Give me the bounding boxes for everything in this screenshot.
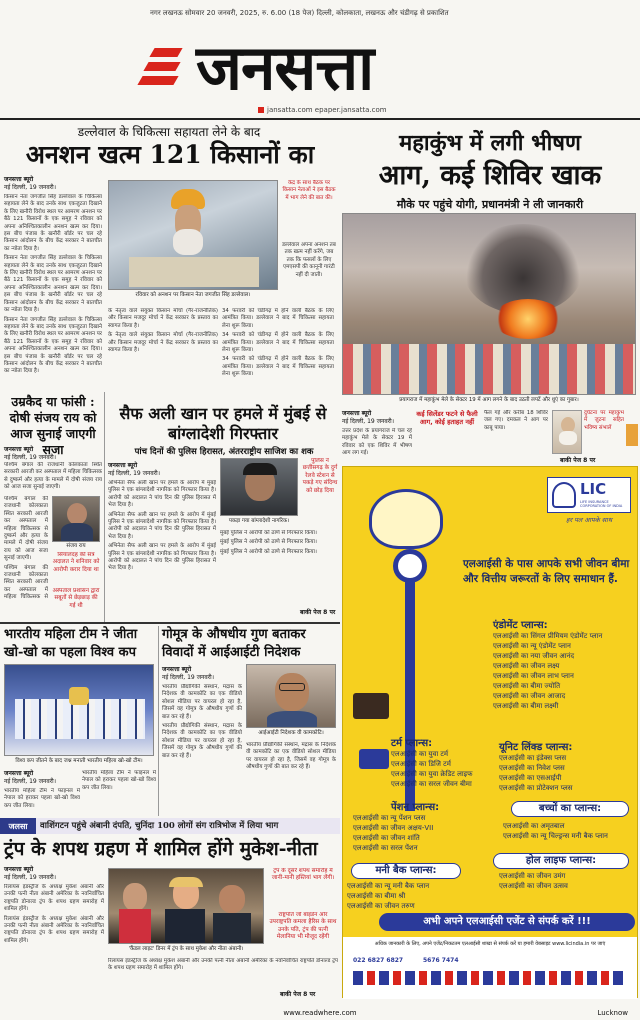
plan-wholelife: एलआईसी का जीवन उमंग एलआईसी का जीवन उत्सव [499,872,568,890]
saif-body: अभिनेता सैफ अली खान पर हमले के आरोप में मुंबई पुलिस ने एक बांग्लादेशी नागरिक को गिरफ्तार किया है। आरोपी को अदालत ने पांच दिन की पुलिस हिरासत में भेज दिया है। अभिनेता सैफ अली खान पर हमले के आरोप में मुंबई पुलिस ने एक बांग्लादेशी नागरिक को गिरफ्तार किया है। आरोपी को अदालत ने पांच दिन की पुलिस हिरासत में भेज दिया है। अभिनेता सैफ अली खान पर हमले के आरोप में मुंबई पुलिस ने एक बांग्लादेशी नागरिक को गिरफ्तार किया है। आरोपी को अदालत ने पांच दिन की पुलिस हिरासत में भेज दिया है। [108,480,216,572]
plan-moneyback: एलआईसी का न्यू मनी बैक प्लान एलआईसी का बीमा श्री एलआईसी का जीवन तरुण [347,882,430,910]
trump-more[interactable]: बाकी पेज 8 पर [280,991,316,998]
plan-child-pill: बच्चों का प्लान्स: [511,801,629,817]
col-divider-2 [158,626,159,816]
footer [0,1006,640,1020]
death-photo [52,496,100,542]
plan-wholelife-pill: होल लाइफ प्लान्स: [493,853,629,869]
fire-caption: प्रयागराज में महाकुंभ मेले के सेक्टर 19 में आग लगने के बाद उठती लपटें और धुएं का गुबार। [399,397,579,403]
saif-headline: सैफ अली खान पर हमले में मुंबई से बांग्लादेशी गिरफ्तार [119,404,327,443]
iit-photo-caption: आईआईटी निदेशक वी कामकोटि। [258,730,324,736]
section-rule [0,622,340,624]
iit-headline: गोमूत्र के औषधीय गुण बताकर विवादों में आईआईटी निदेशक [162,627,306,660]
iit-body-2: भारतीय प्रौद्योगिकी संस्थान, मद्रास के निदेशक वी कामकोटि का एक वीडियो सोशल मीडिया पर वायरल हो रहा है, जिसमें वह गोमूत्र के औषधीय गुणों की बात कर रहे हैं। [246,742,336,771]
lic-cta-button[interactable]: अभी अपने एलआईसी एजेंट से संपर्क करें !!! [379,913,635,931]
saif-col3: मुंबई पुलिस ने आरोपी को ठाणे से गिरफ्तार किया। मुंबई पुलिस ने आरोपी को ठाणे से गिरफ्तार किया। मुंबई पुलिस ने आरोपी को ठाणे से गिरफ्तार किया। [220,530,317,555]
plan-pension: पेंशन प्लान्स: एलआईसी का न्यू पेंशन प्लस एलआईसी का जीवन अक्षय-VII एलआईसी का जीवन शांति एलआईसी का सरल पेंशन [353,802,440,852]
bulb-icon [369,489,443,549]
plan-term: टर्म प्लान्स: एलआईसी का युवा टर्म एलआईसी का डिजि टर्म एलआईसी का युवा क्रेडिट लाइफ एलआईसी का सरल जीवन बीमा [391,738,473,788]
death-photo-caption: संजय राय [66,543,86,549]
saif-red-side: पुलिस ने छत्तीसगढ़ के दुर्ग रेलवे स्टेशन से पकड़े गए संदिग्ध को छोड़ दिया [302,458,338,494]
kho-body-2: भारतीय महिला टीम ने फाइनल में नेपाल को हराकर पहला खो-खो विश्व कप जीत लिया। [82,770,156,791]
death-red-side2: अस्पताल प्रशासन द्वारा सबूतों से छेड़छाड़ की गई थी [52,588,100,609]
footer-city: Lucknow [597,1009,628,1017]
saif-more[interactable]: बाकी पेज 8 पर [300,609,336,616]
trump-caption: 'कैंडल लाइट' डिनर में ट्रंप के साथ मुकेश और नीता अंबानी। [128,946,244,952]
farmers-caption: रविवार को अनशन पर किसान नेता जगजीत सिंह डल्लेवाल। [135,292,251,298]
key-icon [393,549,427,583]
fire-red-box: कई सिलेंडर फटने से फैली आग, कोई हताहत नहीं [416,410,478,426]
plan-ulip: यूनिट लिंक्ड प्लान्स: एलआईसी का इंडेक्स प्लस एलआईसी का निवेश प्लस एलआईसी का एसआईपी एलआईसी का प्रोटेक्शन प्लस [499,742,573,792]
trump-headline: ट्रंप के शपथ ग्रहण में शामिल होंगे मुकेश-नीता [4,838,318,860]
lic-tagline: हर पल आपके साथ [566,516,612,524]
fire-byline: जनसत्ता ब्यूरो नई दिल्ली, 19 जनवरी। [342,410,395,425]
trump-red-side: ट्रंप के दूसरे शपथ समारोह में जानी-मानी हस्तियां भाग लेंगी। [271,868,335,882]
fire-headline-2: आग, कई शिविर खाक [378,160,602,191]
trump-photo [108,868,264,944]
pagemark [626,424,638,446]
iit-photo [246,664,336,728]
farmers-col2: के नेतृत्व वाले संयुक्त किसान मोर्चा (गैर-राजनीतिक) और किसान मजदूर मोर्चा ने केंद्र सरकार के प्रस्ताव का स्वागत किया है। के नेतृत्व वाले संयुक्त किसान मोर्चा (गैर-राजनीतिक) और किसान मजदूर मोर्चा ने केंद्र सरकार के प्रस्ताव का स्वागत किया है। [108,308,218,354]
iit-body: भारतीय प्रौद्योगिकी संस्थान, मद्रास के निदेशक वी कामकोटि का एक वीडियो सोशल मीडिया पर वायरल हो रहा है, जिसमें वह गोमूत्र के औषधीय गुणों की बात कर रहे हैं। भारतीय प्रौद्योगिकी संस्थान, मद्रास के निदेशक वी कामकोटि का एक वीडियो सोशल मीडिया पर वायरल हो रहा है, जिसमें वह गोमूत्र के औषधीय गुणों की बात कर रहे हैं। [162,684,242,759]
lic-emblem-icon [552,482,576,508]
death-body-2: पश्चिम बंगाल की राजधानी कोलकाता स्थित सरकारी आरजी कर अस्पताल में महिला चिकित्सक से दुष्कर्म और हत्या के मामले में दोषी संजय राय को आज सजा सुनाई जाएगी। पश्चिम बंगाल की राजधानी कोलकाता स्थित सरकारी आरजी कर अस्पताल में महिला चिकित्सक से [4,496,48,600]
plan-moneyback-pill: मनी बैक प्लान्स: [351,863,461,879]
saif-byline: जनसत्ता ब्यूरो नई दिल्ली, 19 जनवरी। [108,462,161,477]
fire-photo [342,213,636,395]
plan-endowment: एंडोमेंट प्लान्स: एलआईसी का सिंगल प्रीमियम एंडोमेंट प्लान एलआईसी का न्यू एंडोमेंट प्लान एलआईसी का नया जीवन आनंद एलआईसी का जीवन लक्ष्य एलआईसी का जीवन लाभ प्लान एलआईसी का बीमा ज्योति एलआईसी का जीवन आजाद एलआईसी का बीमा लक्ष्मी [493,620,603,710]
fire-sub: मौके पर पहुंचे योगी, प्रधानमंत्री ने ली जानकारी [396,198,584,211]
lic-sms[interactable]: 5676 7474 [423,957,459,964]
kho-headline: भारतीय महिला टीम ने जीता खो-खो का पहला विश्व कप [4,627,138,660]
logo-stripes-icon [138,38,188,98]
lic-ad [342,466,638,998]
lic-contact: अधिक जानकारी के लिए, अपने एजेंट/निकटतम एलआईसी शाखा से संपर्क करें या हमारी वेबसाइट www.licindia.in पर जाएं [374,941,606,947]
trump-red-side2: राष्ट्रपति जो बाइडेन और उपराष्ट्रपति कमला हैरिस के साथ उनके पति, ट्रंप की पत्नी मेलानिया भी मौजूद रहेंगी [269,912,337,941]
fire-headline-1: महाकुंभ में लगी भीषण [399,130,581,156]
farmers-headline: अनशन खत्म 121 किसानों का [25,140,315,169]
death-red-side: सियालदह की सत्र अदालत ने शनिवार को आरोपी करार दिया था [52,552,100,573]
kho-body: भारतीय महिला टीम ने फाइनल में नेपाल को हराकर पहला खो-खो विश्व कप जीत लिया। [4,788,80,809]
saif-sub: पांच दिनों की पुलिस हिरासत, अंतरराष्ट्रीय साजिश का शक [134,447,314,457]
kho-byline: जनसत्ता ब्यूरो नई दिल्ली, 19 जनवरी। [4,770,57,785]
fire-col3: फैल गई और करीब 18 शिविर जल गए। दमकल ने आग पर काबू पाया। [484,410,548,431]
death-headline: उम्रकैद या फांसी : दोषी संजय राय को आज सुनाई जाएगी सजा [9,394,97,457]
kho-photo [4,664,154,756]
masthead-title: जनसत्ता [196,31,374,104]
farmers-kicker: डल्लेवाल के चिकित्सा सहायता लेने के बाद [77,125,261,139]
trump-body: रिलायंस इंडस्ट्रीज के अध्यक्ष मुकेश अंबानी और उनकी पत्नी नीता अंबानी अमेरिका के नवनिर्वाचित राष्ट्रपति डोनाल्ड ट्रंप के शपथ ग्रहण समारोह में शामिल होंगे। रिलायंस इंडस्ट्रीज के अध्यक्ष मुकेश अंबानी और उनकी पत्नी नीता अंबानी अमेरिका के नवनिर्वाचित राष्ट्रपति डोनाल्ड ट्रंप के शपथ ग्रहण समारोह में शामिल होंगे। [4,884,104,944]
masthead-web[interactable]: jansatta.com epaper.jansatta.com [258,106,387,114]
footer-site[interactable]: www.readwhere.com [283,1009,357,1017]
fire-more[interactable]: बाकी पेज 8 पर [560,457,596,464]
farmers-col3: 34 फरवरी को चंडीगढ़ में होने वाली बैठक के लिए आमंत्रित किया। डल्लेवाल ने बाद में चिकित्सा सहायता लेना शुरू किया। 34 फरवरी को चंडीगढ़ में होने वाली बैठक के लिए आमंत्रित किया। डल्लेवाल ने बाद में चिकित्सा सहायता लेना शुरू किया। 34 फरवरी को चंडीगढ़ में होने वाली बैठक के लिए आमंत्रित किया। डल्लेवाल ने बाद में चिकित्सा सहायता लेना शुरू किया। [222,308,334,378]
briefcase-icon [353,693,389,719]
death-byline: जनसत्ता ब्यूरो नई दिल्ली, 19 जनवरी। [4,446,57,461]
farmers-photo [108,180,278,290]
saif-photo-caption: पकड़ा गया बांग्लादेशी नागरिक। [228,518,290,524]
fire-body: उत्तर प्रदेश के प्रयागराज में चल रहे महाकुंभ मेले के सेक्टर 19 में रविवार को एक शिविर में भीषण आग लग गई। [342,428,412,457]
fire-pm-caption: दुर्घटना पर महाकुंभ में जुटना सहित भविष्य संभालें [584,410,624,431]
masthead-rule [0,118,640,120]
farmers-byline: जनसत्ता ब्यूरो नई दिल्ली, 19 जनवरी। [4,176,57,191]
lic-headline: एलआईसी के पास आपके सभी जीवन बीमा और वित्तीय जरूरतों के लिए समाधान हैं. [463,558,630,585]
lic-contact-strip [343,937,637,999]
masthead-topline: नगर लखनऊ सोमवार 20 जनवरी, 2025, रु. 6.00 (18 पेज) दिल्ली, कोलकाता, लखनऊ और चंडीगढ़ से प्रकाशित [150,9,449,17]
pm-photo [552,410,582,454]
trump-strip [0,818,340,834]
saif-photo [220,458,298,516]
lic-logo: LIC LIFE INSURANCE CORPORATION OF INDIA [547,477,631,513]
web-icon [258,107,264,113]
trump-body-2: रिलायंस इंडस्ट्रीज के अध्यक्ष मुकेश अंबानी और उनकी पत्नी नीता अंबानी अमेरिका के नवनिर्वाचित राष्ट्रपति डोनाल्ड ट्रंप के शपथ ग्रहण समारोह में शामिल होंगे। [108,958,338,972]
farmers-side-red2: डल्लेवाल अपना अनशन तब तक खत्म नहीं करेंगे, जब तक कि फसलों के लिए एमएसपी की कानूनी गारंटी नहीं दी जाती। [282,242,336,278]
trump-strip-text: वाशिंगटन पहुंचे अंबानी दंपति, चुनिंदा 100 लोगों संग रात्रिभोज में लिया भाग [40,821,279,831]
trump-byline: जनसत्ता ब्यूरो नई दिल्ली, 19 जनवरी। [4,866,57,881]
iit-byline: जनसत्ता ब्यूरो नई दिल्ली, 19 जनवरी। [162,666,215,681]
col-divider [104,392,105,622]
lic-phone[interactable]: 022 6827 6827 [353,957,404,964]
trump-strip-label: जलसा [0,818,36,834]
social-icons [353,971,627,985]
death-body: पश्चिम बंगाल की राजधानी कोलकाता स्थित सरकारी आरजी कर अस्पताल में महिला चिकित्सक से दुष्कर्म और हत्या के मामले में दोषी संजय राय को आज सजा सुनाई जाएगी। [4,462,102,491]
farmers-body: किसान नेता जगजीत सिंह डल्लेवाल के चिकित्सा सहायता लेने के बाद उनके साथ एकजुटता दिखाने के लिए खनौरी विरोध स्थल पर आमरण अनशन पर बैठे 121 किसानों के एक समूह ने रविवार को अपना अनिश्चितकालीन अनशन खत्म कर दिया। इस बीच पंजाब के खनौरी बॉर्डर पर चल रहे किसान आंदोलन के बीच केंद्र सरकार ने बातचीत का न्योता दिया है। किसान नेता जगजीत सिंह डल्लेवाल के चिकित्सा सहायता लेने के बाद उनके साथ एकजुटता दिखाने के लिए खनौरी विरोध स्थल पर आमरण अनशन पर बैठे 121 किसानों के एक समूह ने रविवार को अपना अनिश्चितकालीन अनशन खत्म कर दिया। इस बीच पंजाब के खनौरी बॉर्डर पर चल रहे किसान आंदोलन के बीच केंद्र सरकार ने बातचीत का न्योता दिया है। किसान नेता जगजीत सिंह डल्लेवाल के चिकित्सा सहायता लेने के बाद उनके साथ एकजुटता दिखाने के लिए खनौरी विरोध स्थल पर आमरण अनशन पर बैठे 121 किसानों के एक समूह ने रविवार को अपना अनिश्चितकालीन अनशन खत्म कर दिया। इस बीच पंजाब के खनौरी बॉर्डर पर चल रहे किसान आंदोलन के बीच केंद्र सरकार ने बातचीत का न्योता दिया है। [4,194,102,375]
farmers-side-red: केंद्र के साथ बैठक पर किसान नेताओं ने इस बैठक में भाग लेने की बात की। [282,180,336,201]
plan-child: एलआईसी का अमृतबाल एलआईसी का न्यू चिल्ड्रन्स मनी बैक प्लान [503,822,608,840]
kho-caption: विश्व कप जीतने के बाद जश्न मनाती भारतीय महिला खो-खो टीम। [15,758,143,764]
